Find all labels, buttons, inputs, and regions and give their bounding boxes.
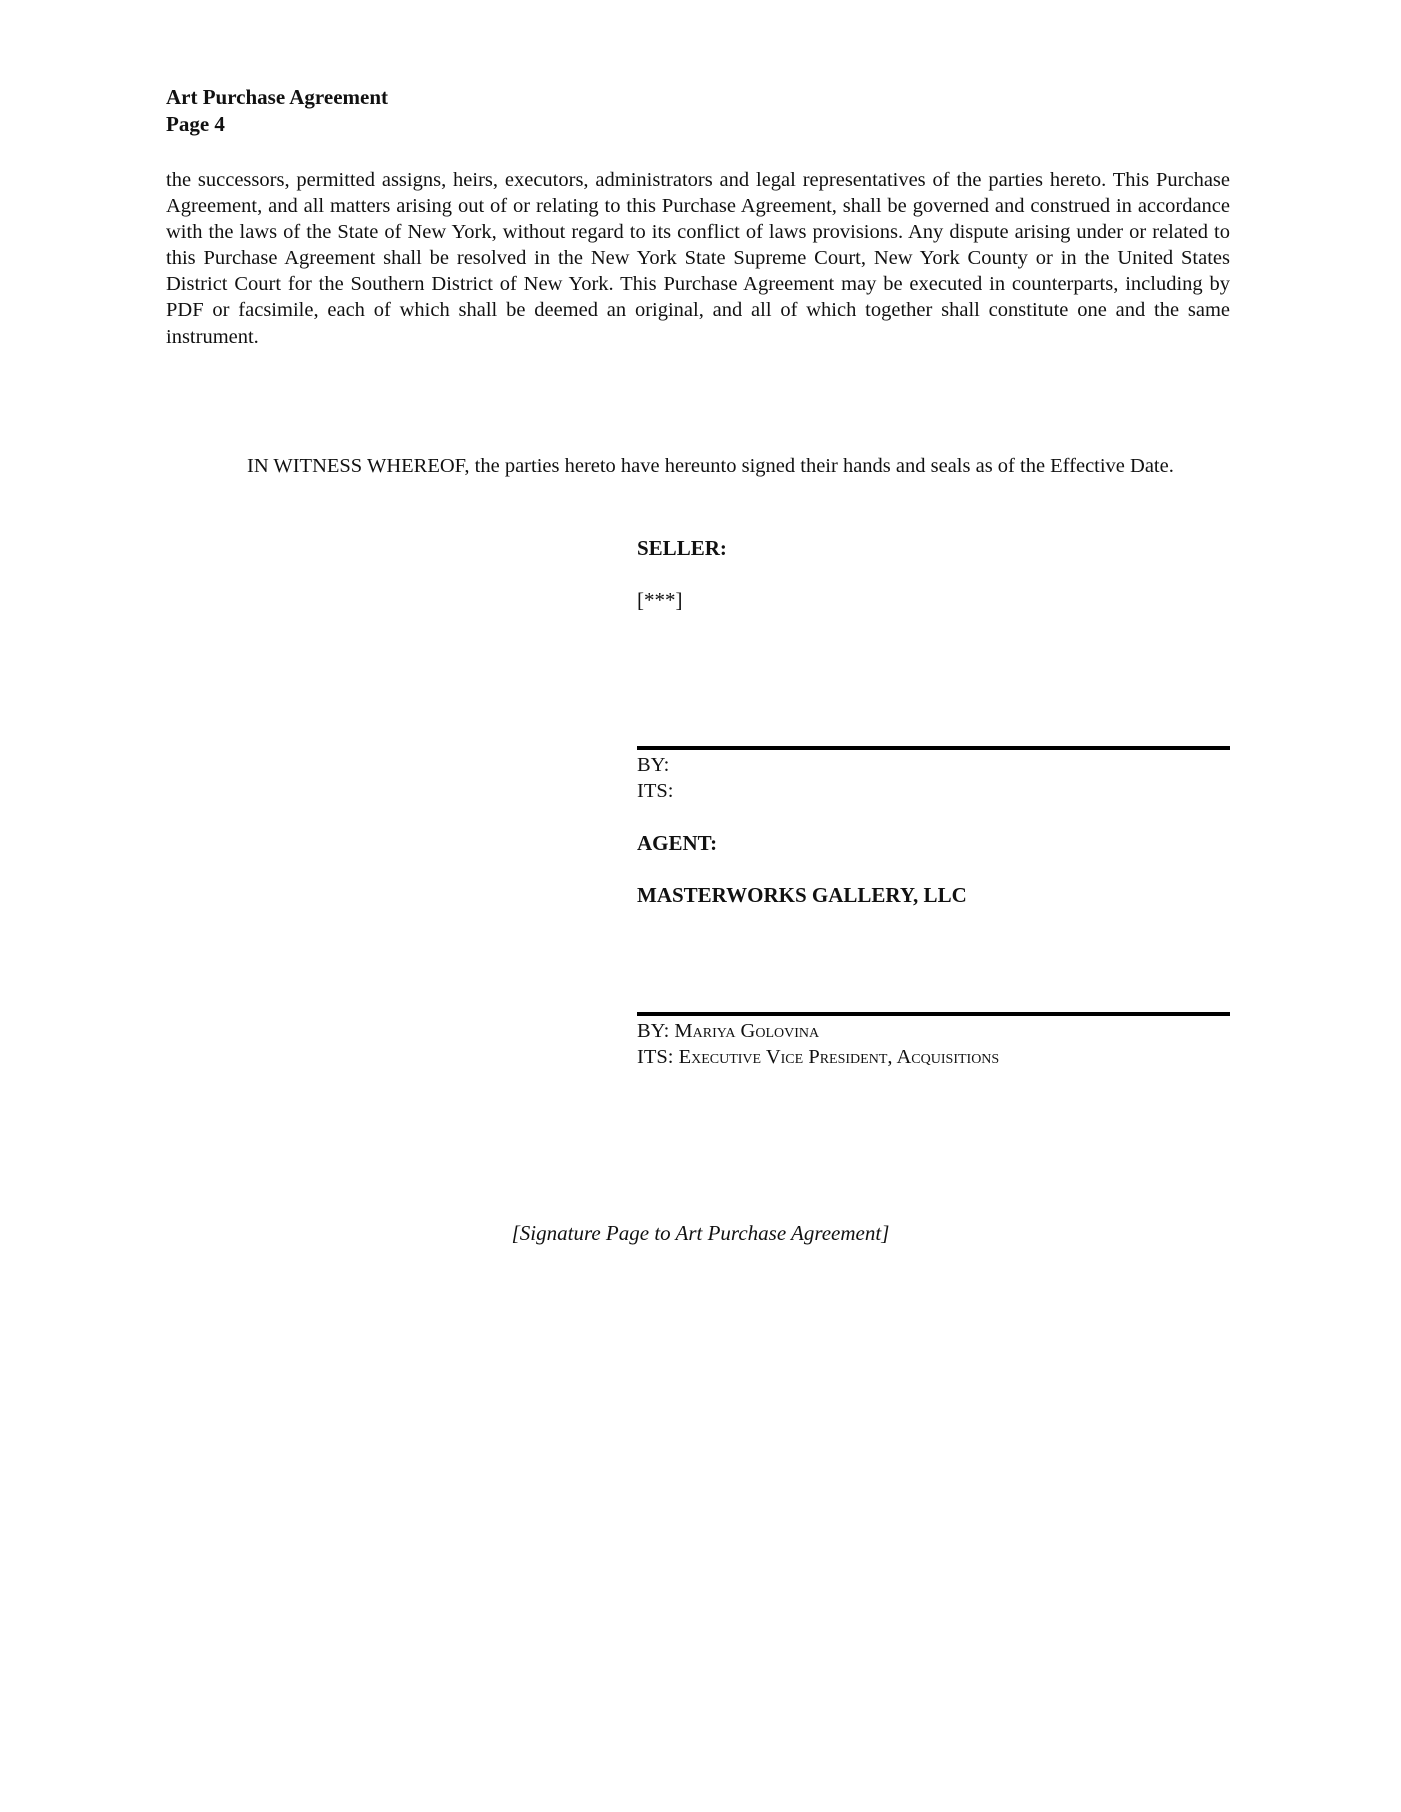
- signature-page-caption: [Signature Page to Art Purchase Agreement]: [511, 1221, 890, 1245]
- seller-by-field: [637, 752, 1230, 778]
- agent-its-field: [637, 1044, 1230, 1070]
- page-header: [166, 84, 388, 138]
- agent-name: MASTERWORKS GALLERY, LLC: [637, 883, 967, 907]
- agent-label: AGENT:: [637, 831, 718, 855]
- page-number: Page 4: [166, 112, 225, 136]
- governing-law-paragraph: the successors, permitted assigns, heirs, executors, administrators and legal representatives of the parties hereto. This Purchase Agreement, and all matters arising out of or relating to this Purchase Agreement, shall be governed and construed in accordance with the laws of the State of New York, without regard to its conflict of laws provisions. Any dispute arising under or related to this Purchase Agreement shall be resolved in the New York State Supreme Court, New York County or in the United States District Court for the Southern District of New York. This Purchase Agreement may be executed in counterparts, including by PDF or facsimile, each of which shall be deemed an original, and all of which together shall constitute one and the same instrument.: [166, 169, 1230, 348]
- seller-its-field: [637, 778, 1230, 804]
- seller-by-label: BY:: [637, 754, 670, 776]
- agent-signature-line: [637, 1012, 1230, 1016]
- agent-signature-fields: [637, 1018, 1230, 1070]
- seller-signature-fields: [637, 752, 1230, 804]
- seller-name: [***]: [637, 588, 683, 612]
- seller-label: SELLER:: [637, 536, 727, 560]
- seller-signature-line: [637, 746, 1230, 750]
- document-title: Art Purchase Agreement: [166, 85, 388, 109]
- agent-by-field: [637, 1018, 1230, 1044]
- agent-by-label: BY:: [637, 1020, 670, 1042]
- seller-block: [637, 535, 1230, 613]
- agent-by-value: Mariya Golovina: [674, 1020, 820, 1042]
- in-witness-paragraph: IN WITNESS WHEREOF, the parties hereto have hereunto signed their hands and seals as of the Effective Date.: [247, 455, 1174, 477]
- seller-its-label: ITS:: [637, 780, 674, 802]
- agent-its-label: ITS:: [637, 1046, 674, 1068]
- agent-its-value: Executive Vice President, Acquisitions: [678, 1046, 1000, 1068]
- agent-block: [637, 830, 1230, 908]
